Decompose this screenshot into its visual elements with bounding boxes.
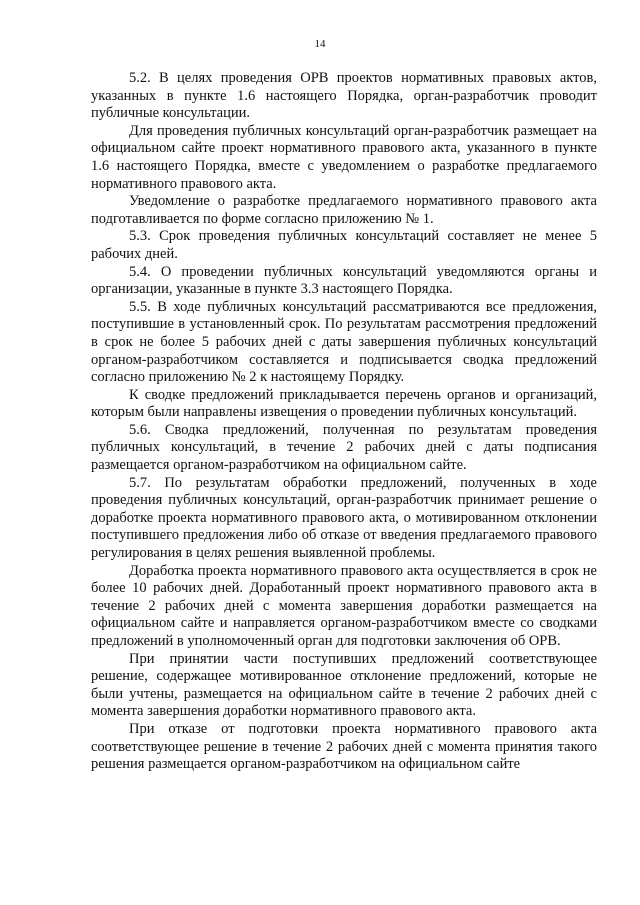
document-body xyxy=(91,70,597,774)
paragraph-5-7: 5.7. По результатам обработки предложений, полученных в ходе проведения публичных консультаций, орган-разработчик принимает решение о доработке проекта нормативного правового акта, о мотивированном отклонении поступившего предложения либо об отказе от введения предлагаемого правового регулирования в целях решения выявленной проблемы. xyxy=(91,474,597,562)
paragraph-revision-term: Доработка проекта нормативного правового акта осуществляется в срок не более 10 рабочих дней. Доработанный проект нормативного правового акта в течение 2 рабочих дней с момента завершения доработки размещается на официальном сайте и направляется органом-разработчиком вместе со сводками предложений в уполномоченный орган для подготовки заключения об ОРВ. xyxy=(91,562,597,649)
paragraph-5-4: 5.4. О проведении публичных консультаций уведомляются органы и организации, указанные в пункте 3.3 настоящего Порядка. xyxy=(91,263,597,298)
paragraph-5-5: 5.5. В ходе публичных консультаций рассматриваются все предложения, поступившие в установленный срок. По результатам рассмотрения предложений в срок не более 5 рабочих дней с даты завершения публичных консультаций органом-разработчиком составляется и подписывается сводка предложений согласно приложению № 2 к настоящему Порядку. xyxy=(91,298,597,386)
paragraph-refusal: При отказе от подготовки проекта нормативного правового акта соответствующее решение в течение 2 рабочих дней с момента принятия такого решения размещается органом-разработчиком на официальном сайте xyxy=(91,720,597,773)
page-number: 14 xyxy=(314,38,326,50)
paragraph-partial-acceptance: При принятии части поступивших предложений соответствующее решение, содержащее мотивированное отклонение предложений, которые не были учтены, размещается на официальном сайте в течение 2 рабочих дней с момента завершения доработки нормативного правового акта. xyxy=(91,650,597,720)
paragraph-5-3: 5.3. Срок проведения публичных консультаций составляет не менее 5 рабочих дней. xyxy=(91,228,597,262)
paragraph-summary-attachment: К сводке предложений прикладывается перечень органов и организаций, которым были направлены извещения о проведении публичных консультаций. xyxy=(91,386,597,421)
paragraph-consultation-publication: Для проведения публичных консультаций орган-разработчик размещает на официальном сайте проект нормативного правового акта, указанного в пункте 1.6 настоящего Порядка, вместе с уведомлением о разработке предлагаемого нормативного правового акта. xyxy=(91,122,597,192)
paragraph-notification-form: Уведомление о разработке предлагаемого нормативного правового акта подготавливается по форме согласно приложению № 1. xyxy=(91,193,597,227)
paragraph-5-6: 5.6. Сводка предложений, полученная по результатам проведения публичных консультаций, в течение 2 рабочих дней с даты подписания размещается органом-разработчиком на официальном сайте. xyxy=(91,421,597,474)
paragraph-5-2: 5.2. В целях проведения ОРВ проектов нормативных правовых актов, указанных в пункте 1.6 настоящего Порядка, орган-разработчик проводит публичные консультации. xyxy=(91,70,597,122)
